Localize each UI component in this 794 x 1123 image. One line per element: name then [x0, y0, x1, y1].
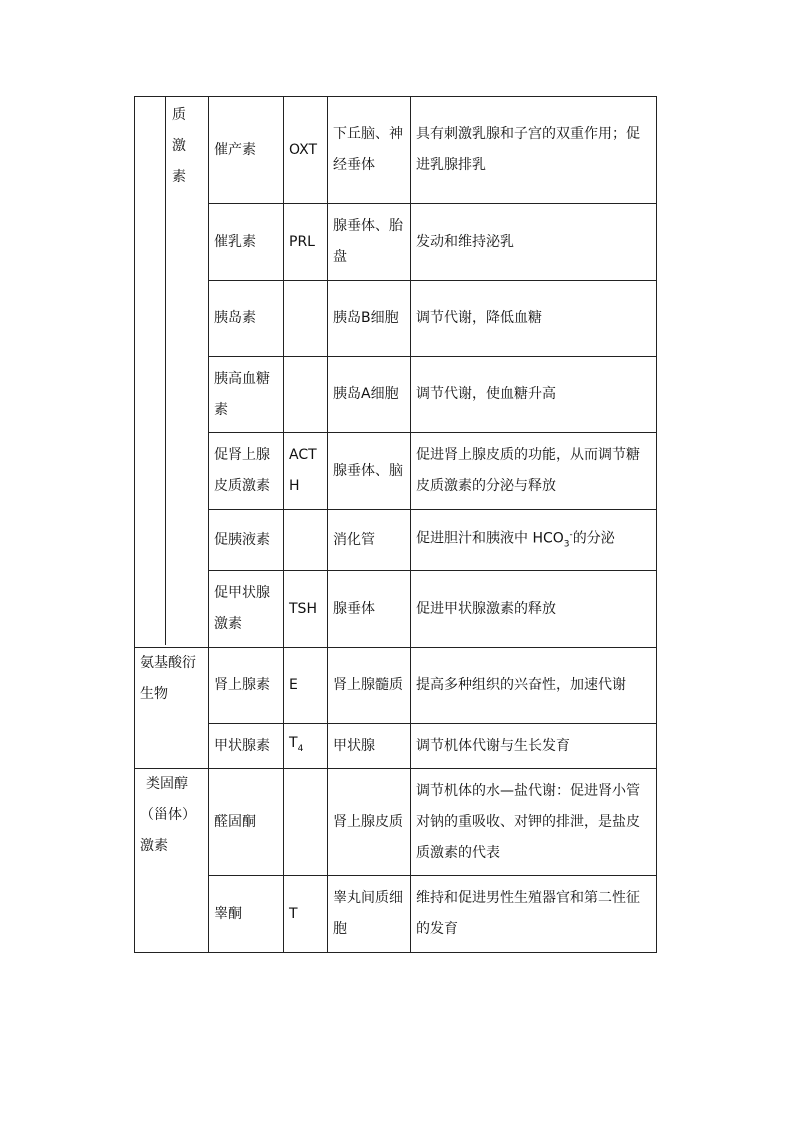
- hormone-function: 调节机体的水—盐代谢：促进肾小管对钠的重吸收、对钾的排泄，是盐皮质激素的代表: [411, 769, 657, 876]
- hormone-source: 消化管: [328, 510, 411, 571]
- hormone-name: 促肾上腺皮质激素: [209, 433, 284, 510]
- hormone-source: 下丘脑、神经垂体: [328, 97, 411, 204]
- hormone-abbr: [284, 510, 328, 571]
- hormone-function: 促进甲状腺激素的释放: [411, 571, 657, 648]
- category-amino-acid-derivatives: 氨基酸衍生物: [135, 648, 209, 769]
- hormone-function: 促进肾上腺皮质的功能，从而调节糖皮质激素的分泌与释放: [411, 433, 657, 510]
- table-row: [135, 281, 657, 357]
- hormone-source: 肾上腺皮质: [328, 769, 411, 876]
- category-cell-continued: [135, 97, 209, 648]
- table-row: [135, 204, 657, 281]
- hormone-function: 维持和促进男性生殖器官和第二性征的发育: [411, 876, 657, 953]
- hormone-source: 腺垂体: [328, 571, 411, 648]
- hormone-function: 发动和维持泌乳: [411, 204, 657, 281]
- hormone-name: 催产素: [209, 97, 284, 204]
- category-steroid-hormones: 类固醇 （甾体） 激素: [135, 769, 209, 953]
- hormone-function: 促进胆汁和胰液中 $HCO_3^-$的分泌: [411, 510, 657, 571]
- hormone-source: 肾上腺髓质: [328, 648, 411, 724]
- table-row: [135, 97, 657, 204]
- hormone-function: 调节代谢，降低血糖: [411, 281, 657, 357]
- hormone-abbr: E: [284, 648, 328, 724]
- table-row: [135, 769, 657, 876]
- hormone-source: 睾丸间质细胞: [328, 876, 411, 953]
- hormone-abbr: TSH: [284, 571, 328, 648]
- table-row: [135, 648, 657, 724]
- hormone-name: 肾上腺素: [209, 648, 284, 724]
- hormone-abbr: PRL: [284, 204, 328, 281]
- hormone-source: 腺垂体、胎盘: [328, 204, 411, 281]
- hormone-abbr: ACTH: [284, 433, 328, 510]
- hormone-source: 腺垂体、脑: [328, 433, 411, 510]
- hormone-name: 醛固酮: [209, 769, 284, 876]
- hormone-name: 促胰液素: [209, 510, 284, 571]
- hormone-name: 胰高血糖素: [209, 357, 284, 433]
- hormone-abbr: [284, 281, 328, 357]
- hormone-abbr: [284, 357, 328, 433]
- category-vertical-text: 质 激 素: [165, 97, 192, 645]
- hormone-name: 促甲状腺激素: [209, 571, 284, 648]
- hormone-function: 提高多种组织的兴奋性，加速代谢: [411, 648, 657, 724]
- table-row: [135, 876, 657, 953]
- table-row: [135, 433, 657, 510]
- table-row: [135, 357, 657, 433]
- table-row: [135, 571, 657, 648]
- hormone-source: 胰岛B细胞: [328, 281, 411, 357]
- hormone-source: 胰岛A细胞: [328, 357, 411, 433]
- table-row: [135, 724, 657, 769]
- hormone-abbr: $T_4$: [284, 724, 328, 769]
- hormone-abbr: [284, 769, 328, 876]
- hormone-function: 调节代谢，使血糖升高: [411, 357, 657, 433]
- table-row: [135, 510, 657, 571]
- hormone-abbr: T: [284, 876, 328, 953]
- hormone-name: 甲状腺素: [209, 724, 284, 769]
- hormone-abbr: OXT: [284, 97, 328, 204]
- hormone-name: 胰岛素: [209, 281, 284, 357]
- hormone-function: 调节机体代谢与生长发育: [411, 724, 657, 769]
- hormone-name: 睾酮: [209, 876, 284, 953]
- hormone-table: [134, 96, 657, 953]
- hormone-source: 甲状腺: [328, 724, 411, 769]
- hormone-name: 催乳素: [209, 204, 284, 281]
- hormone-function: 具有刺激乳腺和子宫的双重作用；促进乳腺排乳: [411, 97, 657, 204]
